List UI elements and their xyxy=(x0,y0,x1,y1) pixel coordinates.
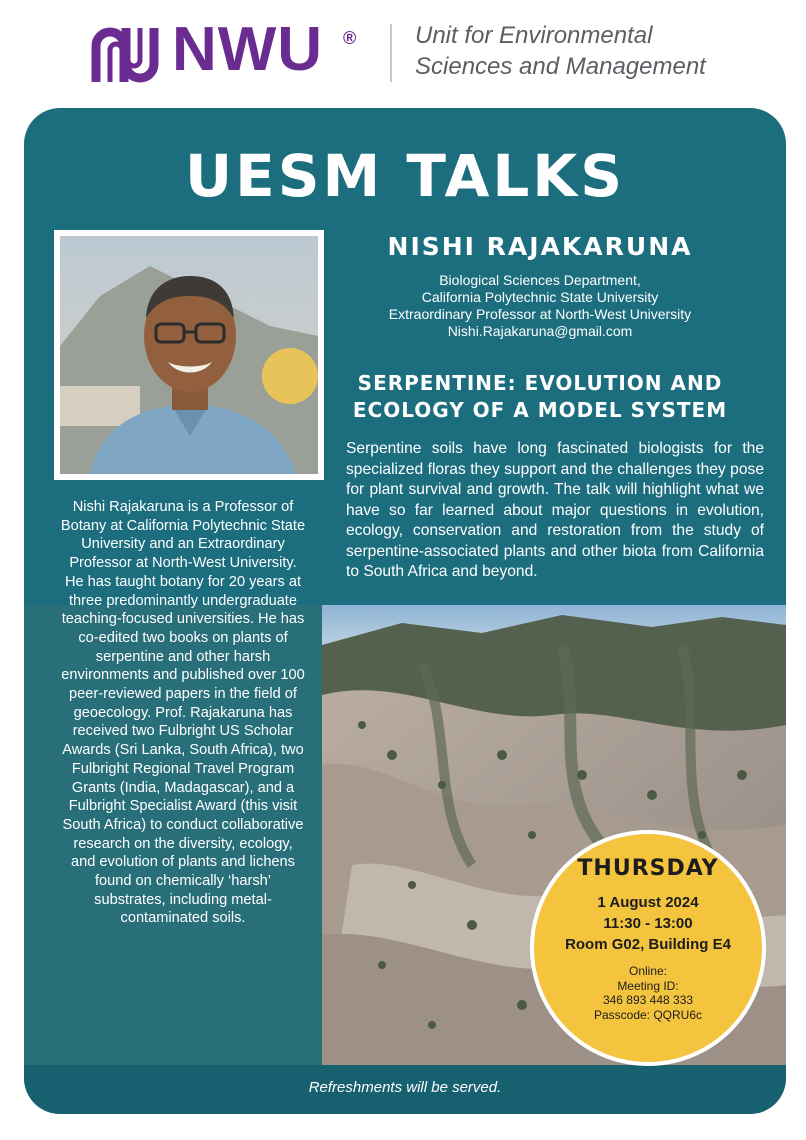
meeting-id-number: 346 893 448 333 xyxy=(602,993,694,1007)
talk-title-line1: SERPENTINE: EVOLUTION AND xyxy=(357,371,723,395)
event-details-circle xyxy=(530,830,766,1066)
speaker-portrait-illustration xyxy=(60,236,318,474)
affiliation-line-2: California Polytechnic State University xyxy=(421,289,659,305)
nwu-logo-icon xyxy=(90,20,160,90)
poster-card xyxy=(24,108,786,1114)
registered-mark: ® xyxy=(343,28,357,48)
talk-title xyxy=(330,370,750,424)
meeting-passcode: Passcode: QQRU6c xyxy=(593,1007,703,1022)
speaker-portrait xyxy=(60,236,318,474)
unit-name-line1: Unit for Environmental xyxy=(415,22,653,49)
unit-name-line2: Sciences and Management xyxy=(415,53,706,80)
event-time: 11:30 - 13:00 xyxy=(603,915,693,932)
talk-abstract: Serpentine soils have long fascinated biologists for the specialized floras they support and the challenges they pose for plant survival and growth. The talk will highlight what we have so far learned about major questions in evolution, ecology, conservation and restoration from the study of serpentine-associated plants and other biota from California to South Africa and beyond. xyxy=(346,440,764,580)
event-online-info xyxy=(534,964,762,1022)
unit-name xyxy=(415,20,706,82)
speaker-bio: Nishi Rajakaruna is a Professor of Botany at California Polytechnic State University and an Extraordinary Professor at North-West University. He has taught botany for 20 years at three predominantly undergraduate teaching-focused universities. He has co-edited two books on plants of serpentine and other harsh environments and published over 100 peer-reviewed papers in the field of geoecology. Prof. Rajakaruna has received two Fulbright US Scholar Awards (Sri Lanka, South Africa), two Fulbright Regional Travel Program Grants (India, Madagascar), and a Fulbright Specialist Award (this visit South Africa) to conduct collaborative research on the diversity, ecology, and evolution of plants and lichens found on chemically ‘harsh’ substrates, including metal-contaminated soils. xyxy=(60,499,306,927)
header xyxy=(0,0,806,108)
speaker-name: NISHI RAJAKARUNA xyxy=(387,232,693,261)
speaker-email: Nishi.Rajakaruna@gmail.com xyxy=(447,323,633,339)
meeting-id-label: Meeting ID: xyxy=(617,978,679,993)
event-date-time-venue xyxy=(534,892,762,955)
series-title: UESM TALKS xyxy=(184,142,626,210)
event-day: THURSDAY xyxy=(577,856,719,881)
refreshments-note: Refreshments will be served. xyxy=(308,1079,502,1096)
event-date: 1 August 2024 xyxy=(597,894,699,911)
talk-title-line2: ECOLOGY OF A MODEL SYSTEM xyxy=(352,398,728,422)
logo-wordmark: NWU xyxy=(172,15,324,84)
affiliation-line-3: Extraordinary Professor at North-West University xyxy=(388,306,692,322)
header-divider xyxy=(390,24,392,82)
event-venue: Room G02, Building E4 xyxy=(565,936,731,953)
online-label: Online: xyxy=(628,964,668,978)
speaker-affiliation xyxy=(330,272,750,340)
affiliation-line-1: Biological Sciences Department, xyxy=(439,272,641,288)
